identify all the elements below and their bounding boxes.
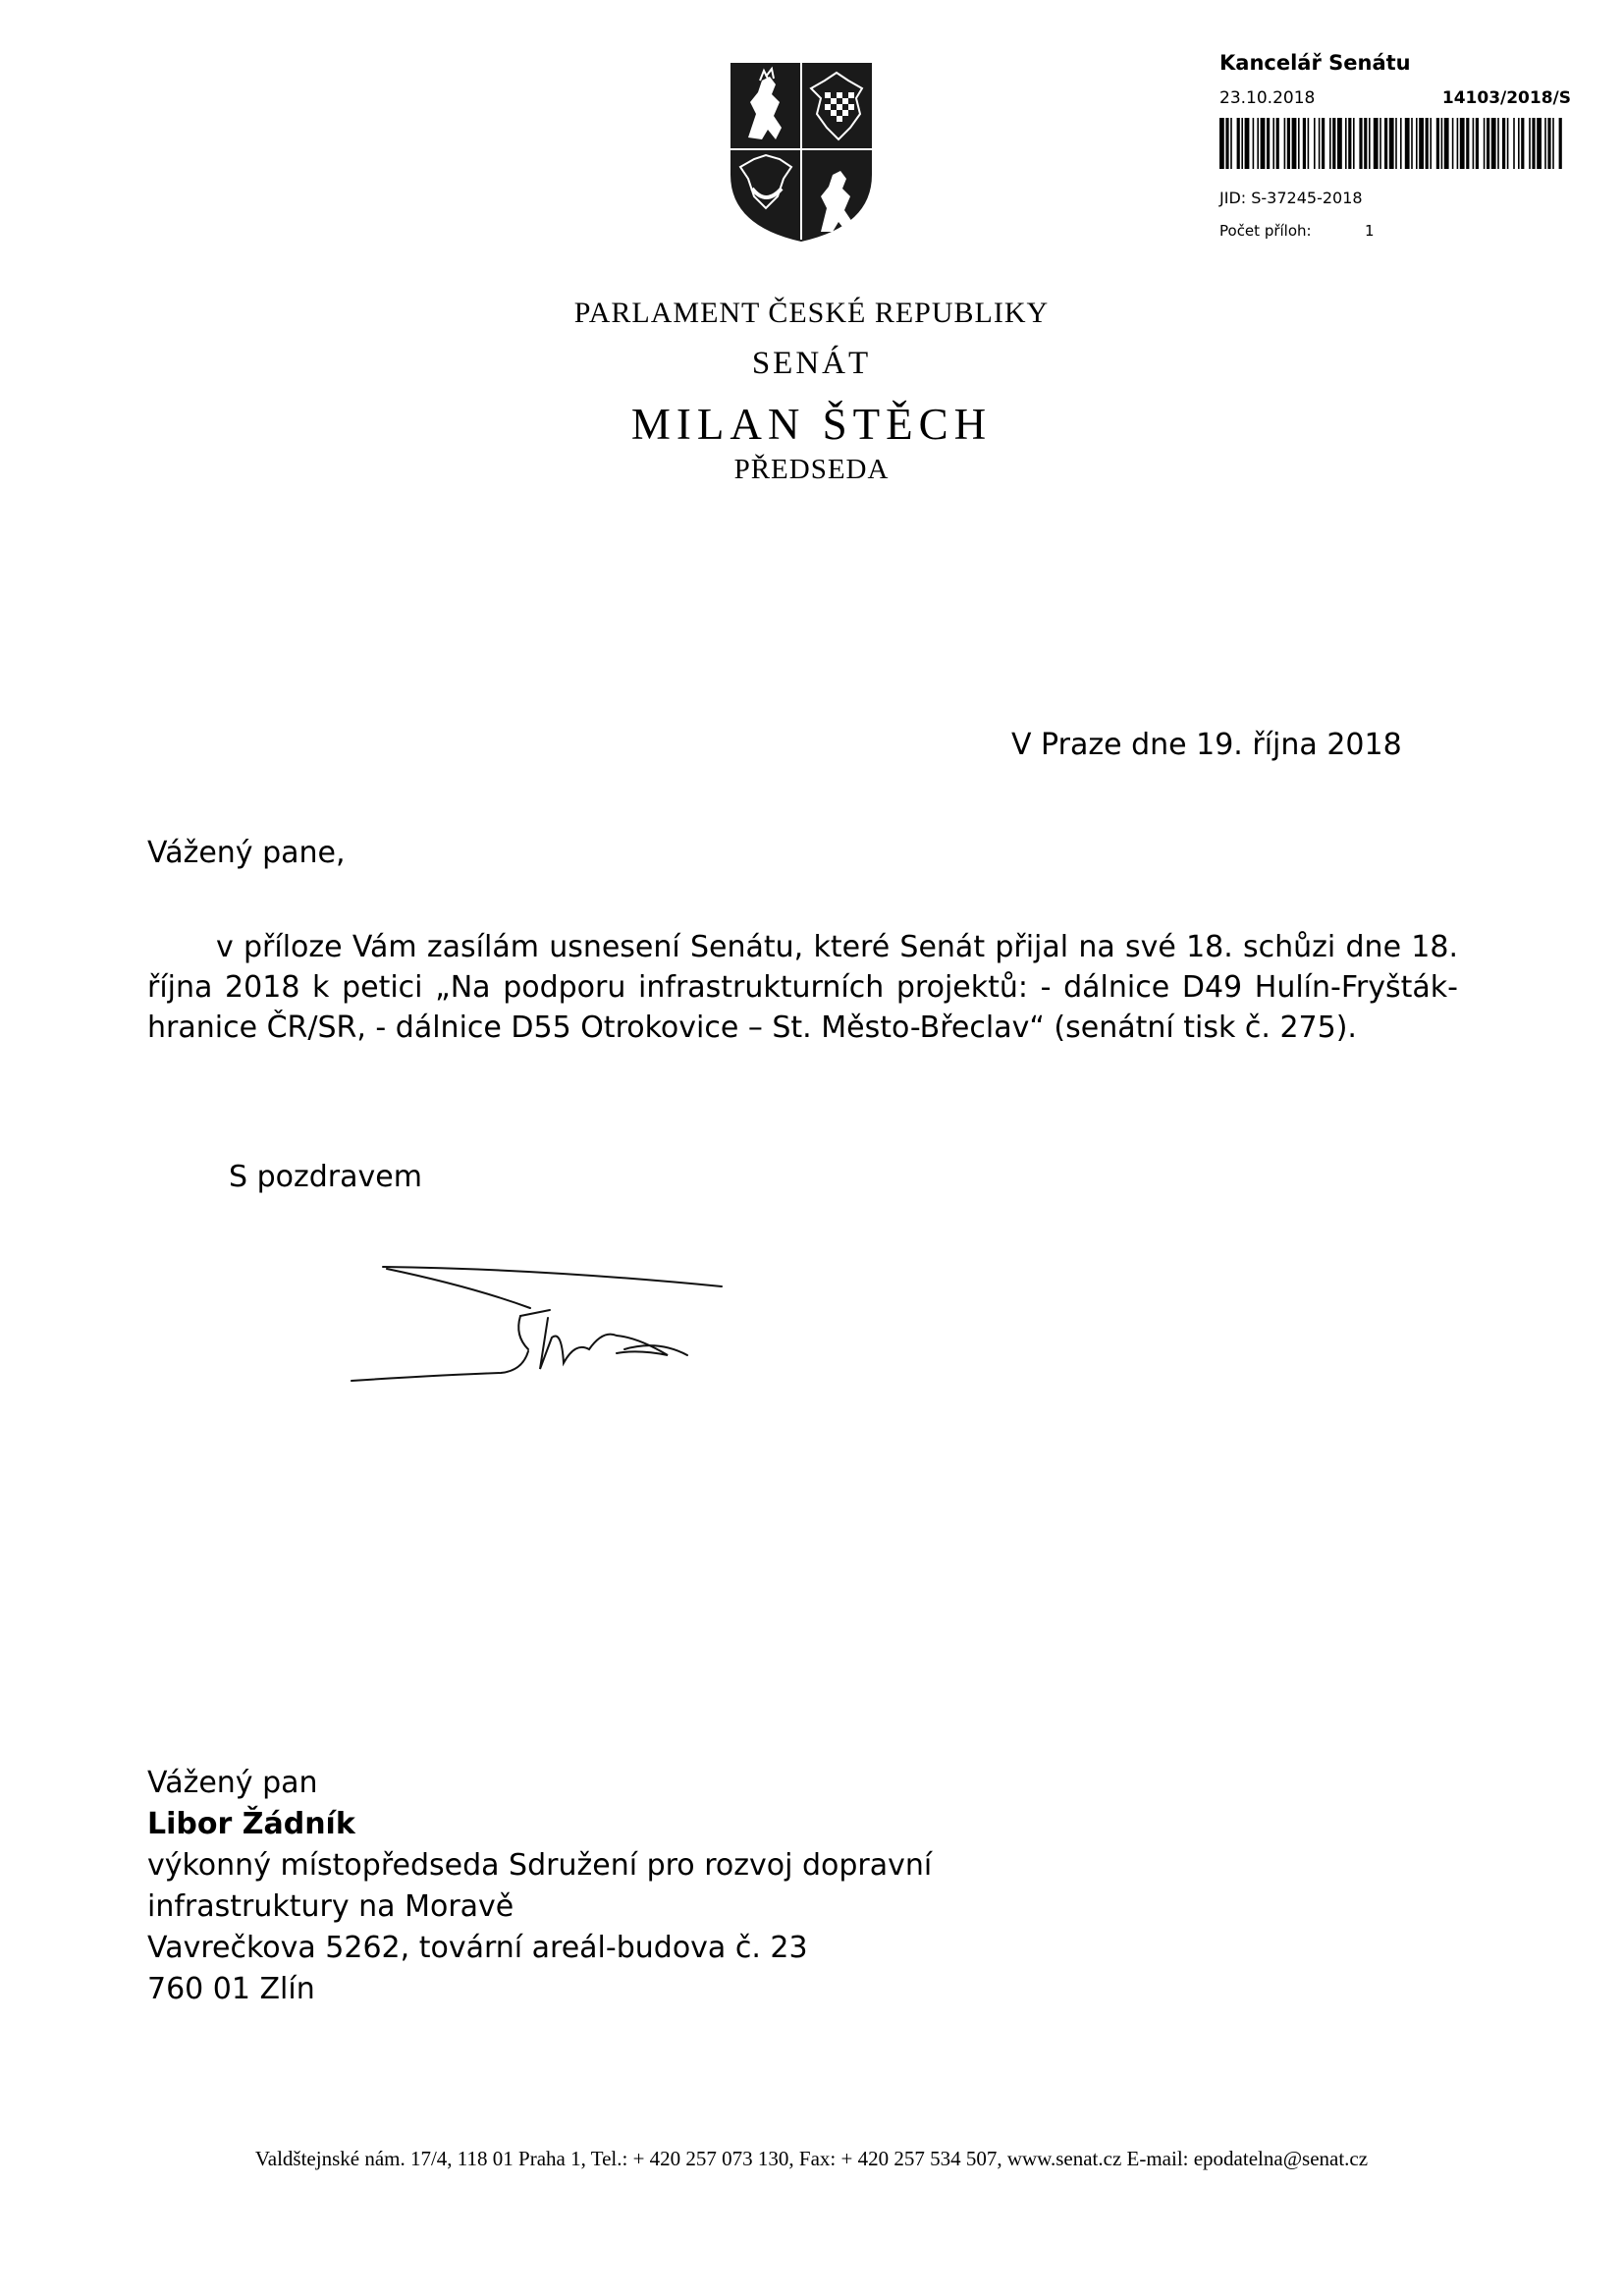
footer-contact: Valdštejnské nám. 17/4, 118 01 Praha 1, Tel.: + 420 257 073 130, Fax: + 420 257 534 507, www.senat.cz E-mail: epodatelna@senat.cz bbox=[254, 2147, 1369, 2170]
stamp-reference-number: 14103/2018/S bbox=[1441, 88, 1571, 108]
stamp-attachments-count: 1 bbox=[1365, 222, 1375, 240]
stamp-date: 23.10.2018 bbox=[1219, 88, 1316, 108]
letterhead-parliament: PARLAMENT ČESKÉ REPUBLIKY bbox=[573, 297, 1050, 329]
letter-body: v příloze Vám zasílám usnesení Senátu, které Senát přijal na své 18. schůzi dne 18. října 2018 k petici „Na podporu infrastrukturních projektů: - dálnice D49 Hulín-Fryšták-hranice ČR/SR, - dálnice D55 Otrokovice – St. Město-Břeclav“ (senátní tisk č. 275). bbox=[147, 930, 1458, 1045]
registry-stamp bbox=[1217, 51, 1571, 247]
stamp-attachments-label: Počet příloh: bbox=[1219, 222, 1312, 240]
recipient-position-continued: infrastruktury na Moravě bbox=[147, 1889, 514, 1924]
stamp-jid: JID: S-37245-2018 bbox=[1219, 189, 1363, 207]
recipient-address bbox=[147, 1763, 932, 2010]
place-and-date: V Praze dne 19. října 2018 bbox=[1011, 728, 1402, 762]
recipient-salutation: Vážený pan bbox=[147, 1766, 318, 1800]
recipient-name: Libor Žádník bbox=[147, 1807, 355, 1841]
recipient-position: výkonný místopředseda Sdružení pro rozvoj dopravní bbox=[147, 1848, 933, 1883]
recipient-city: 760 01 Zlín bbox=[147, 1972, 315, 2006]
signature-icon bbox=[344, 1247, 864, 1404]
stamp-office: Kancelář Senátu bbox=[1219, 51, 1411, 75]
coat-of-arms-icon bbox=[727, 59, 876, 246]
barcode-icon bbox=[1219, 118, 1563, 169]
salutation: Vážený pane, bbox=[147, 836, 346, 870]
letterhead-name: MILAN ŠTĚCH bbox=[630, 400, 993, 449]
letterhead-senate: SENÁT bbox=[751, 346, 872, 381]
closing: S pozdravem bbox=[229, 1160, 422, 1194]
recipient-street: Vavrečkova 5262, tovární areál-budova č. 23 bbox=[147, 1931, 808, 1965]
letterhead-role: PŘEDSEDA bbox=[733, 454, 890, 485]
